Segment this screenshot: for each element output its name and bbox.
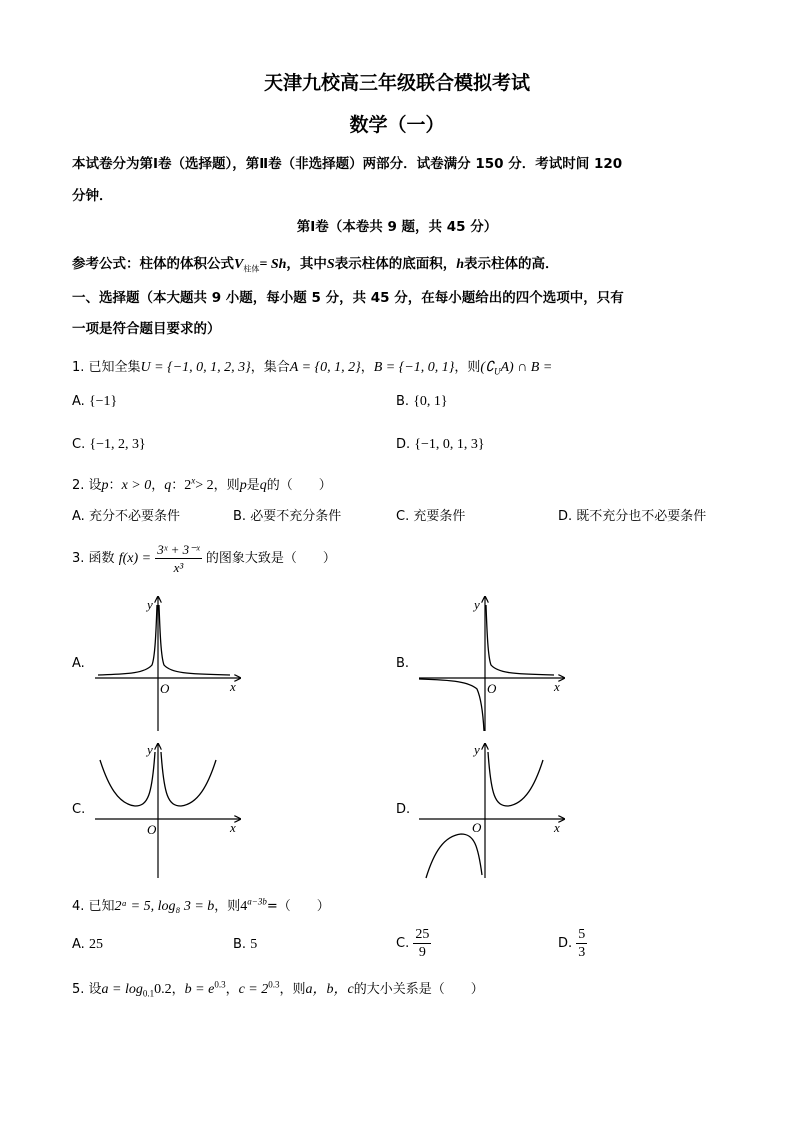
q3-option-c-label[interactable]: C. [72,802,86,817]
exam-subtitle: 数学（一） [349,114,445,136]
x-label: x [230,679,236,694]
q3-graph-c[interactable] [90,740,250,880]
y-label: y [474,742,480,757]
curve-left [419,679,484,731]
section1-line-2: 一项是符合题目要求的） [72,321,221,337]
origin-label: O [147,822,157,837]
q3-graph-a[interactable] [90,593,250,733]
q3-graph-b[interactable] [414,593,574,733]
question-1-stem: 1. 已知全集U = {−1, 0, 1, 2, 3}，集合A = {0, 1, 2}，B = {−1, 0, 1}，则$(∁_UA)$ ∩ B = [72,360,553,377]
q3-fraction: $\frac{\text{3ˣ + 3⁻ˣ}}{\text{x³}}$ [157,542,200,575]
origin-label: O [160,681,170,696]
q2-option-c[interactable]: C. 充要条件 [396,509,466,524]
x-label: x [554,820,560,835]
part1-heading: 第Ⅰ卷（本卷共 9 题，共 45 分） [296,219,498,235]
curve-right [161,752,216,806]
question-5-stem: 5. 设$a = \log_{0.1}0.2$，$b = e^{0.3}$，$c = 2^{0.3}$，则a，b，c的大小关系是（ ） [72,979,484,999]
x-label: x [554,679,560,694]
curve-right [159,605,230,675]
question-3-stem: 3. 函数 f(x) = $\frac{\text{3ˣ + 3⁻ˣ}}{\text{x³}}$ 的图象大致是（ ） [72,542,336,575]
q2-option-b[interactable]: B. 必要不充分条件 [233,509,342,524]
q2-option-a[interactable]: A. 充分不必要条件 [72,509,180,524]
q1-option-a[interactable]: A. {−1} [72,394,118,409]
q4-option-a[interactable]: A. 25 [72,937,103,952]
y-label: y [147,742,153,757]
y-label: y [147,597,153,612]
q3-option-a-label[interactable]: A. [72,656,85,671]
formula-line: 参考公式：柱体的体积公式$V_{柱体}= Sh$，其中S表示柱体的底面积，h表示柱体的高． [72,256,559,274]
x-label: x [230,820,236,835]
intro-line-2: 分钟． [72,188,113,204]
q3-option-b-label[interactable]: B. [396,656,410,671]
section1-line-1: 一、选择题（本大题共 9 小题，每小题 5 分，共 45 分，在每小题给出的四个选项中，只有 [72,290,624,306]
q1-option-c[interactable]: C. {−1, 2, 3} [72,437,146,452]
curve-left [98,605,157,675]
question-4-stem: 4. 已知2ᵃ = 5, log₈ 3 = b，则$4^{a-3b}=$（ ） [72,896,330,914]
intro-line-1: 本试卷分为第Ⅰ卷（选择题），第Ⅱ卷（非选择题）两部分．试卷满分 150 分．考试时间 120 [72,156,623,172]
q1-option-b[interactable]: B. {0, 1} [396,394,448,409]
q3-option-d-label[interactable]: D. [396,802,411,817]
curve-right [486,605,554,675]
q4-option-b[interactable]: B. 5 [233,937,258,952]
q4-option-d[interactable]: D. $\frac{5}{3}$ [558,927,586,960]
curve-left [426,834,482,878]
y-label: y [474,597,480,612]
q3-graph-d[interactable] [414,740,574,880]
q1-option-d[interactable]: D. {−1, 0, 1, 3} [396,437,485,452]
q2-option-d[interactable]: D. 既不充分也不必要条件 [558,509,707,524]
origin-label: O [472,820,482,835]
question-2-stem: 2. 设p：x > 0，q：$2^x> 2$，则p是q的（ ） [72,475,332,493]
curve-right [488,752,543,806]
curve-left [100,752,155,806]
q4-option-c[interactable]: C. $\frac{25}{9}$ [396,927,430,960]
origin-label: O [487,681,497,696]
exam-title: 天津九校高三年级联合模拟考试 [263,72,530,94]
